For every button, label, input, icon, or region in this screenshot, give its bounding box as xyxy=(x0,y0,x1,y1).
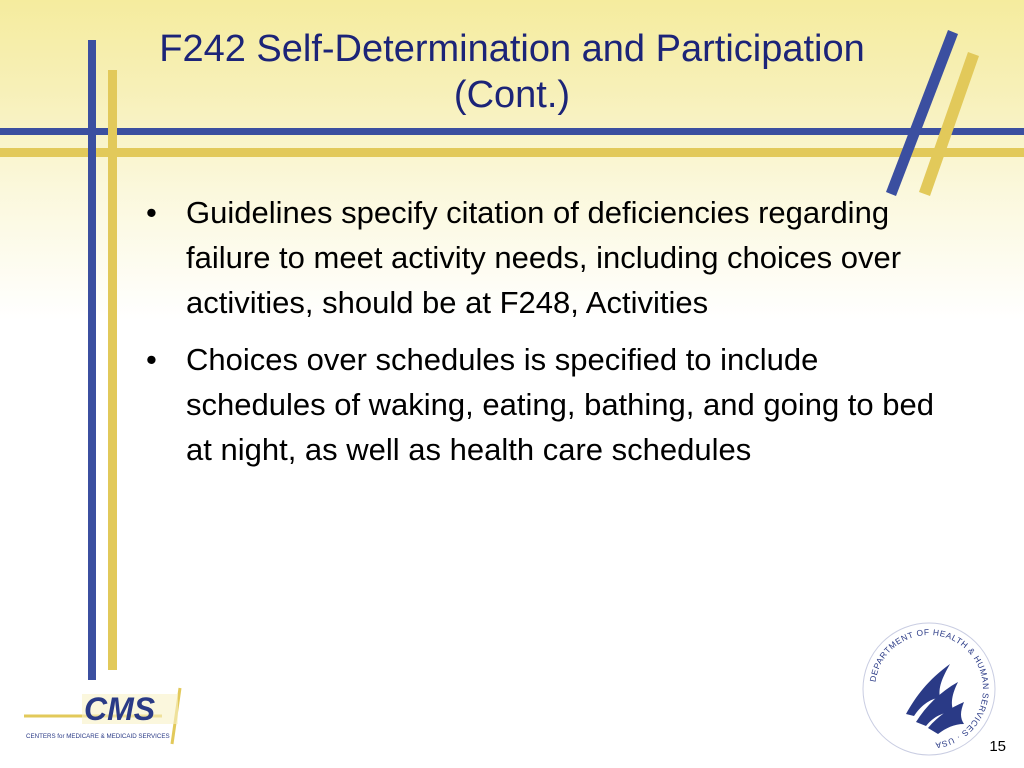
cms-logo-subtitle: CENTERS for MEDICARE & MEDICAID SERVICES xyxy=(26,733,170,740)
vertical-gold-bar xyxy=(108,70,117,670)
cms-logo xyxy=(22,686,202,746)
slide-title-line-2: (Cont.) xyxy=(453,74,571,116)
page-number: 15 xyxy=(989,738,1006,755)
horizontal-gold-bar xyxy=(0,148,1024,157)
hhs-seal xyxy=(858,618,1000,760)
bullet-text: Guidelines specify citation of deficiencies regarding failure to meet activity needs, including choices over activities, should be at F248, Activities xyxy=(186,195,902,320)
slide-title-line-1: F242 Self-Determination and Participation xyxy=(159,28,865,70)
bullet-text: Choices over schedules is specified to include schedules of waking, eating, bathing, and going to bed at night, as well as health care schedules xyxy=(186,342,934,467)
horizontal-blue-bar xyxy=(0,128,1024,135)
bullet-icon: • xyxy=(146,195,157,230)
hhs-seal-text: DEPARTMENT OF HEALTH & HUMAN SERVICES · USA xyxy=(867,626,992,751)
bullet-item xyxy=(146,190,946,325)
cms-logo-text: CMS xyxy=(84,691,156,727)
bullet-icon: • xyxy=(146,342,157,377)
bullet-list xyxy=(146,190,946,484)
slide-title xyxy=(60,26,964,118)
vertical-blue-bar xyxy=(88,40,96,680)
bullet-item xyxy=(146,337,946,472)
